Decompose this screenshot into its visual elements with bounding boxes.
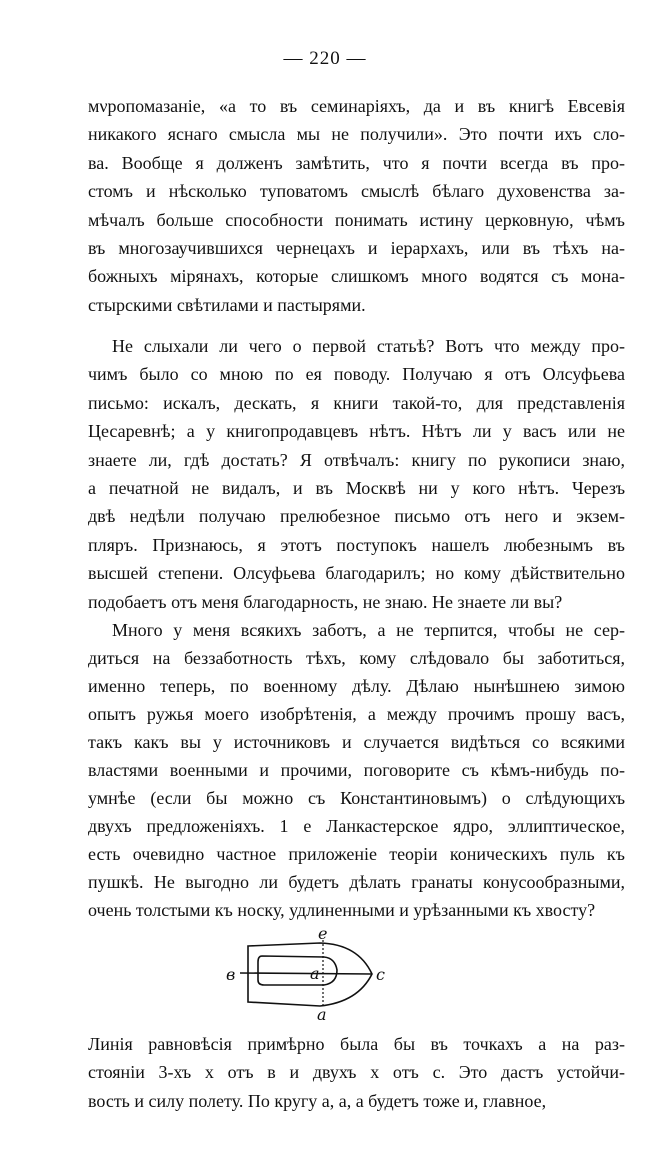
text-line: никакого яснаго смысла мы не получили». Это почти ихъ сло- [88, 124, 625, 145]
text-line: вость и силу полету. По кругу а, а, а будетъ тоже и, главное, [88, 1090, 547, 1111]
text-line: пляръ. Признаюсь, я этотъ поступокъ нашелъ любезнымъ въ [88, 534, 625, 555]
paragraph [88, 1030, 625, 1115]
page-number: — 220 — [283, 48, 367, 69]
text-line: Линія равновѣсія примѣрно была бы въ точкахъ а на раз- [88, 1034, 625, 1054]
text-line: очень толстыми къ носку, удлиненными и урѣзанными къ хвосту? [88, 900, 596, 920]
axis-line [240, 973, 372, 974]
text-line: Много у меня всякихъ заботъ, а не терпится, чтобы не сер- [112, 620, 625, 640]
text-line: диться на беззаботность тѣхъ, кому слѣдовало бы заботиться, [88, 648, 625, 668]
text-line: стырскими свѣтилами и пастырями. [88, 294, 366, 315]
text-line: ва. Вообще я долженъ замѣтить, что я почти всегда въ про- [88, 152, 625, 173]
text-line: мνропомазаніе, «а то въ семинаріяхъ, да и въ книгѣ Евсевія [88, 96, 625, 116]
text-line: властями военными и прочими, поговорите съ кѣмъ-нибудь по- [88, 760, 625, 780]
text-line: есть очевидно частное приложеніе теоріи коническихъ пуль къ [88, 844, 625, 864]
label-v: в [226, 965, 236, 984]
label-a-bottom: a [317, 1005, 327, 1024]
paragraph [88, 92, 625, 319]
text-line: въ многозаучившихся чернецахъ и іерархахъ, или въ тѣхъ на- [88, 238, 625, 259]
text-line: знаете ли, гдѣ достать? Я отвѣчалъ: книгу по рукописи знаю, [88, 449, 625, 470]
text-line: стояніи 3-хъ x отъ в и двухъ x отъ c. Это дастъ устойчи- [88, 1062, 625, 1083]
text-line: подобаетъ отъ меня благодарность, не знаю. Не знаете ли вы? [88, 591, 563, 612]
label-e: e [318, 926, 328, 943]
text-line: письмо: искалъ, дескать, я книги такой-то, для представленія [88, 392, 625, 413]
text-line: высшей степени. Олсуфьева благодарилъ; но кому дѣйствительно [88, 563, 625, 584]
paragraph [88, 616, 625, 924]
text-line: опытъ ружья моего изобрѣтенія, а между прочимъ прошу васъ, [88, 704, 625, 724]
label-c: c [376, 965, 385, 984]
shell-diagram [220, 926, 400, 1024]
paragraph [88, 332, 625, 616]
text-line: чимъ было со мною по ея поводу. Получаю я отъ Олсуфьева [88, 364, 625, 385]
text-line: именно теперь, по военному дѣлу. Дѣлаю нынѣшнею зимою [88, 676, 625, 696]
text-line: умнѣе (если бы можно съ Константиновымъ) о слѣдующихъ [88, 788, 625, 808]
shell-inner [258, 956, 337, 985]
text-line: двѣ недѣли получаю прелюбезное письмо отъ него и экзем- [88, 506, 625, 527]
text-line: такъ какъ вы у источниковъ и случается видѣться со всякими [88, 732, 625, 752]
text-line: стомъ и нѣсколько туповатомъ смыслѣ бѣлаго духовенства за- [88, 181, 625, 202]
text-line: Цесаревнѣ; а у книгопродавцевъ нѣтъ. Нѣтъ ли у васъ или не [88, 421, 625, 442]
text-line: божныхъ мірянахъ, которые слишкомъ много водятся съ мона- [88, 266, 625, 287]
text-line: а печатной не видалъ, и въ Москвѣ ни у кого нѣтъ. Черезъ [88, 478, 625, 499]
text-line: пушкѣ. Не выгодно ли будетъ дѣлать гранаты конусообразными, [88, 872, 625, 892]
label-a-center: a [310, 964, 320, 983]
text-line: Не слыхали ли чего о первой статьѣ? Вотъ что между про- [112, 336, 625, 356]
text-line: мѣчалъ больше способности понимать истину церковную, чѣмъ [88, 209, 625, 230]
text-line: двухъ предложеніяхъ. 1 е Ланкастерское ядро, эллиптическое, [88, 816, 625, 836]
